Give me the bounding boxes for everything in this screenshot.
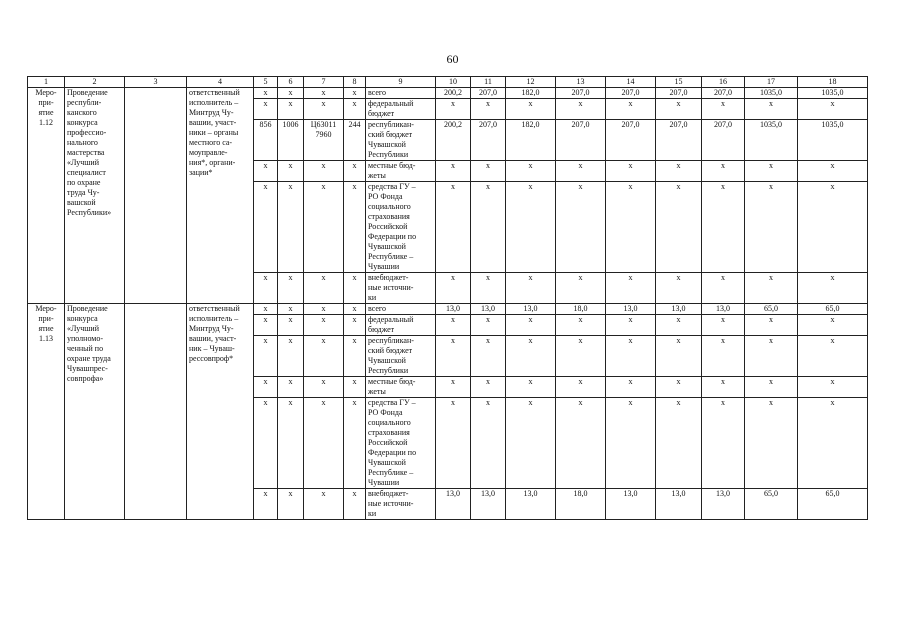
amount-cell: х xyxy=(436,336,471,377)
classification-cell-c6: х xyxy=(278,273,304,304)
amount-cell: 207,0 xyxy=(656,120,702,161)
classification-cell-c5: х xyxy=(254,489,278,520)
amount-cell: х xyxy=(606,315,656,336)
amount-cell: х xyxy=(702,315,745,336)
amount-cell: х xyxy=(798,182,868,273)
amount-cell: 13,0 xyxy=(606,304,656,315)
amount-cell: х xyxy=(556,377,606,398)
amount-cell: х xyxy=(656,99,702,120)
classification-cell-c6: х xyxy=(278,489,304,520)
amount-cell: 1035,0 xyxy=(798,120,868,161)
amount-cell: 18,0 xyxy=(556,489,606,520)
amount-cell: 65,0 xyxy=(745,489,798,520)
classification-cell-c6: х xyxy=(278,336,304,377)
classification-cell-c8: х xyxy=(344,489,366,520)
column-number-cell: 17 xyxy=(745,77,798,88)
amount-cell: 1035,0 xyxy=(745,88,798,99)
amount-cell: 65,0 xyxy=(798,304,868,315)
amount-cell: 207,0 xyxy=(471,120,506,161)
column-number-cell: 6 xyxy=(278,77,304,88)
amount-cell: 65,0 xyxy=(798,489,868,520)
amount-cell: х xyxy=(745,398,798,489)
amount-cell: х xyxy=(436,315,471,336)
classification-cell-c8: х xyxy=(344,182,366,273)
table-row xyxy=(28,304,868,315)
amount-cell: 207,0 xyxy=(471,88,506,99)
classification-cell-c5: х xyxy=(254,336,278,377)
amount-cell: 200,2 xyxy=(436,120,471,161)
amount-cell: х xyxy=(702,161,745,182)
amount-cell: 13,0 xyxy=(606,489,656,520)
amount-cell: 18,0 xyxy=(556,304,606,315)
funding-source-cell: федеральный бюджет xyxy=(366,315,436,336)
classification-cell-c5: 856 xyxy=(254,120,278,161)
classification-cell-c5: х xyxy=(254,182,278,273)
classification-cell-c6: х xyxy=(278,315,304,336)
amount-cell: х xyxy=(798,315,868,336)
classification-cell-c6: х xyxy=(278,182,304,273)
amount-cell: х xyxy=(506,398,556,489)
amount-cell: х xyxy=(556,398,606,489)
amount-cell: х xyxy=(798,273,868,304)
funding-source-cell: местные бюд- жеты xyxy=(366,377,436,398)
amount-cell: х xyxy=(798,377,868,398)
classification-cell-c7: х xyxy=(304,315,344,336)
amount-cell: х xyxy=(606,336,656,377)
amount-cell: 182,0 xyxy=(506,120,556,161)
funding-source-cell: республикан- ский бюджет Чувашской Республики xyxy=(366,336,436,377)
amount-cell: 207,0 xyxy=(702,120,745,161)
amount-cell: х xyxy=(798,398,868,489)
amount-cell: 65,0 xyxy=(745,304,798,315)
amount-cell: х xyxy=(506,99,556,120)
amount-cell: х xyxy=(471,273,506,304)
classification-cell-c7: Ц63011 7960 xyxy=(304,120,344,161)
amount-cell: х xyxy=(471,315,506,336)
column-number-row xyxy=(28,77,868,88)
classification-cell-c8: х xyxy=(344,161,366,182)
column-number-cell: 14 xyxy=(606,77,656,88)
classification-cell-c6: х xyxy=(278,398,304,489)
funding-source-cell: внебюджет- ные источни- ки xyxy=(366,273,436,304)
funding-source-cell: республикан- ский бюджет Чувашской Республики xyxy=(366,120,436,161)
column-number-cell: 8 xyxy=(344,77,366,88)
column-number-cell: 3 xyxy=(125,77,187,88)
amount-cell: х xyxy=(606,273,656,304)
funding-source-cell: средства ГУ – РО Фонда социального страхования Российской Федерации по Чувашской Республике – Чувашии xyxy=(366,398,436,489)
amount-cell: х xyxy=(702,99,745,120)
classification-cell-c7: х xyxy=(304,99,344,120)
amount-cell: х xyxy=(606,99,656,120)
amount-cell: х xyxy=(436,99,471,120)
column-number-cell: 15 xyxy=(656,77,702,88)
amount-cell: х xyxy=(556,315,606,336)
amount-cell: 13,0 xyxy=(471,304,506,315)
funding-source-cell: всего xyxy=(366,304,436,315)
column-number-cell: 18 xyxy=(798,77,868,88)
funding-source-cell: внебюджет- ные источни- ки xyxy=(366,489,436,520)
classification-cell-c8: х xyxy=(344,273,366,304)
amount-cell: 207,0 xyxy=(606,120,656,161)
amount-cell: х xyxy=(745,182,798,273)
amount-cell: х xyxy=(745,99,798,120)
amount-cell: х xyxy=(556,336,606,377)
amount-cell: 207,0 xyxy=(656,88,702,99)
amount-cell: х xyxy=(506,377,556,398)
classification-cell-c6: х xyxy=(278,377,304,398)
responsible-cell: ответственный исполнитель – Минтруд Чу- вашии, участ- ники – органы местного са- моуправле- ния*, органи- зации* xyxy=(187,88,254,304)
classification-cell-c6: х xyxy=(278,161,304,182)
column-number-cell: 2 xyxy=(65,77,125,88)
amount-cell: 182,0 xyxy=(506,88,556,99)
amount-cell: х xyxy=(606,398,656,489)
classification-cell-c7: х xyxy=(304,377,344,398)
classification-cell-c8: х xyxy=(344,315,366,336)
amount-cell: х xyxy=(471,99,506,120)
amount-cell: х xyxy=(606,377,656,398)
responsible-cell: ответственный исполнитель – Минтруд Чу- вашии, участ- ник – Чуваш- рессовпроф* xyxy=(187,304,254,520)
amount-cell: 207,0 xyxy=(556,120,606,161)
amount-cell: х xyxy=(798,161,868,182)
classification-cell-c5: х xyxy=(254,161,278,182)
amount-cell: х xyxy=(506,161,556,182)
column-number-cell: 1 xyxy=(28,77,65,88)
amount-cell: х xyxy=(702,273,745,304)
amount-cell: х xyxy=(798,336,868,377)
classification-cell-c6: х xyxy=(278,304,304,315)
column-number-cell: 13 xyxy=(556,77,606,88)
amount-cell: х xyxy=(745,336,798,377)
classification-cell-c5: х xyxy=(254,304,278,315)
amount-cell: х xyxy=(436,273,471,304)
amount-cell: 13,0 xyxy=(471,489,506,520)
amount-cell: х xyxy=(745,161,798,182)
table-row xyxy=(28,88,868,99)
amount-cell: х xyxy=(506,182,556,273)
amount-cell: 13,0 xyxy=(436,304,471,315)
column-number-cell: 7 xyxy=(304,77,344,88)
classification-cell-c7: х xyxy=(304,88,344,99)
amount-cell: 13,0 xyxy=(656,304,702,315)
classification-cell-c8: х xyxy=(344,377,366,398)
classification-cell-c8: х xyxy=(344,336,366,377)
classification-cell-c6: 1006 xyxy=(278,120,304,161)
column-number-cell: 16 xyxy=(702,77,745,88)
classification-cell-c8: 244 xyxy=(344,120,366,161)
classification-cell-c5: х xyxy=(254,398,278,489)
amount-cell: 13,0 xyxy=(702,489,745,520)
event-name-cell: Проведение республи- канского конкурса профессио- нального мастерства «Лучший специалист по охране труда Чу- вашской Республики» xyxy=(65,88,125,304)
amount-cell: х xyxy=(656,336,702,377)
funding-source-cell: всего xyxy=(366,88,436,99)
amount-cell: 13,0 xyxy=(506,489,556,520)
amount-cell: х xyxy=(656,315,702,336)
amount-cell: х xyxy=(471,161,506,182)
amount-cell: х xyxy=(702,398,745,489)
amount-cell: х xyxy=(702,182,745,273)
funding-source-cell: средства ГУ – РО Фонда социального страхования Российской Федерации по Чувашской Республике – Чувашии xyxy=(366,182,436,273)
amount-cell: х xyxy=(556,182,606,273)
classification-cell-c7: х xyxy=(304,161,344,182)
classification-cell-c7: х xyxy=(304,182,344,273)
amount-cell: 207,0 xyxy=(556,88,606,99)
amount-cell: х xyxy=(745,377,798,398)
amount-cell: 13,0 xyxy=(506,304,556,315)
amount-cell: 1035,0 xyxy=(798,88,868,99)
amount-cell: х xyxy=(436,161,471,182)
classification-cell-c8: х xyxy=(344,398,366,489)
amount-cell: х xyxy=(471,377,506,398)
amount-cell: 207,0 xyxy=(702,88,745,99)
amount-cell: х xyxy=(471,398,506,489)
classification-cell-c6: х xyxy=(278,99,304,120)
page-number: 60 xyxy=(446,52,459,66)
classification-cell-c8: х xyxy=(344,88,366,99)
classification-cell-c5: х xyxy=(254,88,278,99)
amount-cell: х xyxy=(702,336,745,377)
amount-cell: 13,0 xyxy=(656,489,702,520)
classification-cell-c7: х xyxy=(304,489,344,520)
event-code-cell: Меро- при- ятие 1.13 xyxy=(28,304,65,520)
amount-cell: х xyxy=(436,182,471,273)
column-number-cell: 10 xyxy=(436,77,471,88)
column-number-cell: 4 xyxy=(187,77,254,88)
event-code-cell: Меро- при- ятие 1.12 xyxy=(28,88,65,304)
amount-cell: х xyxy=(606,182,656,273)
funding-source-cell: местные бюд- жеты xyxy=(366,161,436,182)
amount-cell: 200,2 xyxy=(436,88,471,99)
amount-cell: х xyxy=(656,398,702,489)
budget-table xyxy=(27,76,868,520)
amount-cell: 1035,0 xyxy=(745,120,798,161)
amount-cell: 207,0 xyxy=(606,88,656,99)
classification-cell-c8: х xyxy=(344,99,366,120)
amount-cell: х xyxy=(471,336,506,377)
classification-cell-c6: х xyxy=(278,88,304,99)
event-name-cell: Проведение конкурса «Лучший уполномо- ченный по охране труда Чувашпрес- совпрофа» xyxy=(65,304,125,520)
amount-cell: х xyxy=(556,161,606,182)
amount-cell: х xyxy=(436,398,471,489)
amount-cell: х xyxy=(471,182,506,273)
amount-cell: 13,0 xyxy=(702,304,745,315)
amount-cell: х xyxy=(656,182,702,273)
amount-cell: х xyxy=(745,315,798,336)
amount-cell: х xyxy=(436,377,471,398)
amount-cell: х xyxy=(656,161,702,182)
classification-cell-c7: х xyxy=(304,273,344,304)
funding-source-cell: федеральный бюджет xyxy=(366,99,436,120)
classification-cell-c7: х xyxy=(304,304,344,315)
classification-cell-c5: х xyxy=(254,273,278,304)
amount-cell: х xyxy=(506,273,556,304)
column-number-cell: 12 xyxy=(506,77,556,88)
amount-cell: х xyxy=(506,315,556,336)
amount-cell: х xyxy=(506,336,556,377)
classification-cell-c5: х xyxy=(254,315,278,336)
column-number-cell: 11 xyxy=(471,77,506,88)
amount-cell: х xyxy=(556,273,606,304)
amount-cell: х xyxy=(606,161,656,182)
classification-cell-c8: х xyxy=(344,304,366,315)
amount-cell: х xyxy=(656,273,702,304)
amount-cell: х xyxy=(702,377,745,398)
amount-cell: х xyxy=(656,377,702,398)
amount-cell: х xyxy=(798,99,868,120)
classification-cell-c7: х xyxy=(304,398,344,489)
column-number-cell: 5 xyxy=(254,77,278,88)
column-number-cell: 9 xyxy=(366,77,436,88)
classification-cell-c7: х xyxy=(304,336,344,377)
amount-cell: х xyxy=(745,273,798,304)
classification-cell-c5: х xyxy=(254,99,278,120)
program-cell xyxy=(125,304,187,520)
program-cell xyxy=(125,88,187,304)
classification-cell-c5: х xyxy=(254,377,278,398)
amount-cell: х xyxy=(556,99,606,120)
amount-cell: 13,0 xyxy=(436,489,471,520)
